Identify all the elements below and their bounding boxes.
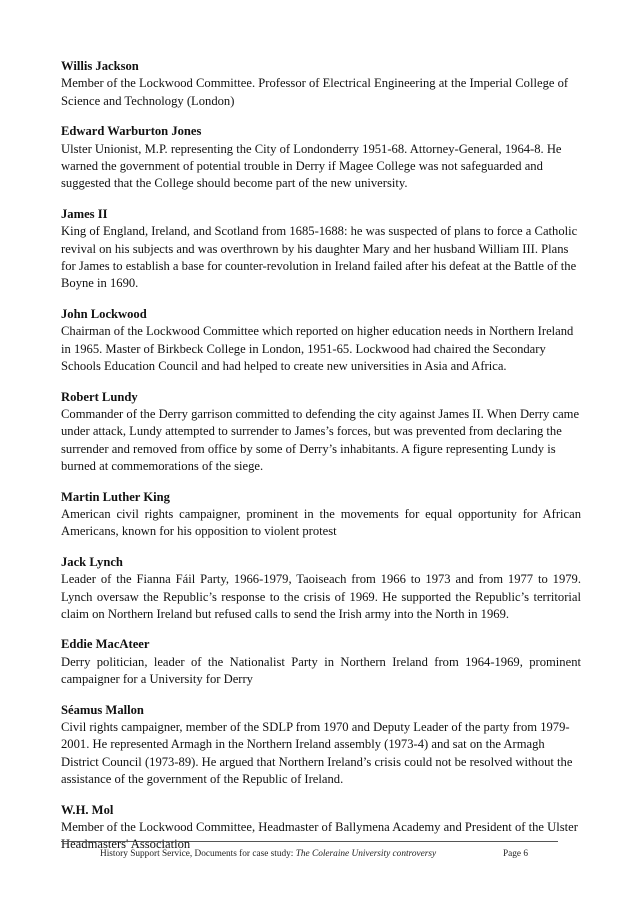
entry-name: Willis Jackson [61, 59, 139, 73]
entry-description: Derry politician, leader of the Nationalist Party in Northern Ireland from 1964-1969, prominent campaigner for a University for Derry [61, 654, 581, 687]
entry-john-lockwood [61, 306, 581, 376]
page-number: Page 6 [502, 849, 528, 859]
entry-description: Commander of the Derry garrison committed to defending the city against James II. When Derry came under attack, Lundy attempted to surrender to James’s forces, but was prevented from declaring the surrender and removed from office by some of Derry’s inhabitants. A figure representing Lundy is burned at commemorations of the siege. [61, 406, 580, 474]
entry-wh-mol [61, 802, 581, 854]
entry-name: Robert Lundy [61, 389, 138, 404]
entry-description: Civil rights campaigner, member of the SDLP from 1970 and Deputy Leader of the party from 1979-2001. He represented Armagh in the Northern Ireland assembly (1973-4) and sat on the Armagh District Council (1973-89). He argued that Northern Ireland’s crisis could not be resolved without the assistance of the government of the Republic of Ireland. [61, 720, 573, 787]
entry-name: Jack Lynch [61, 554, 123, 569]
entry-robert-lundy [61, 389, 581, 476]
entry-seamus-mallon [61, 702, 581, 789]
entry-edward-warburton-jones [61, 123, 581, 193]
entry-name: Edward Warburton Jones [61, 124, 202, 139]
entry-description: American civil rights campaigner, prominent in the movements for equal opportunity for African Americans, known for his opposition to violent protest [61, 506, 581, 539]
entry-name: James II [61, 206, 108, 221]
entry-description: King of England, Ireland, and Scotland from 1685-1688: he was suspected of plans to force a Catholic revival on his subjects and was overthrown by his daughter Mary and her husband William III. Plans for James to establish a base for counter-revolution in Ireland failed after his defeat at the Battle of the Boyne in 1690. [61, 224, 578, 291]
entry-name: Eddie MacAteer [61, 637, 150, 652]
footer-source: History Support Service, Documents for case study: [100, 849, 296, 859]
document-body [61, 58, 581, 867]
entry-willis-jackson [61, 58, 581, 110]
entry-description: Member of the Lockwood Committee. Professor of Electrical Engineering at the Imperial College of Science and Technology (London) [61, 76, 569, 108]
entry-description: Leader of the Fianna Fáil Party, 1966-1979, Taoiseach from 1966 to 1973 and from 1977 to 1979. Lynch oversaw the Republic’s response to the crisis of 1969. He supported the Republic’s territorial claim on Northern Ireland but refused calls to send the Irish army into the North in 1969. [61, 572, 581, 621]
entry-name: Séamus Mallon [61, 702, 144, 717]
entry-description: Ulster Unionist, M.P. representing the City of Londonderry 1951-68. Attorney-General, 1964-8. He warned the government of potential trouble in Derry if Magee College was not safeguarded and suggested that the College should become part of the new university. [61, 141, 562, 191]
page-footer [100, 848, 528, 860]
entry-name: John Lockwood [61, 306, 147, 321]
entry-martin-luther-king [61, 489, 581, 541]
entry-eddie-macateer [61, 636, 581, 688]
footer-title: The Coleraine University controversy [295, 849, 437, 859]
entry-jack-lynch [61, 554, 581, 624]
footer-divider [61, 841, 558, 842]
entry-james-ii [61, 206, 581, 293]
entry-description: Member of the Lockwood Committee, Headmaster of Ballymena Academy and President of the Ulster Headmasters' Association [61, 820, 578, 852]
entry-name: Martin Luther King [61, 489, 170, 504]
entry-description: Chairman of the Lockwood Committee which reported on higher education needs in Northern Ireland in 1965. Master of Birkbeck College in London, 1951-65. Lockwood had chaired the Secondary Schools Education Council and had helped to create new universities in Asia and Africa. [61, 324, 574, 374]
entry-name: W.H. Mol [61, 802, 114, 817]
